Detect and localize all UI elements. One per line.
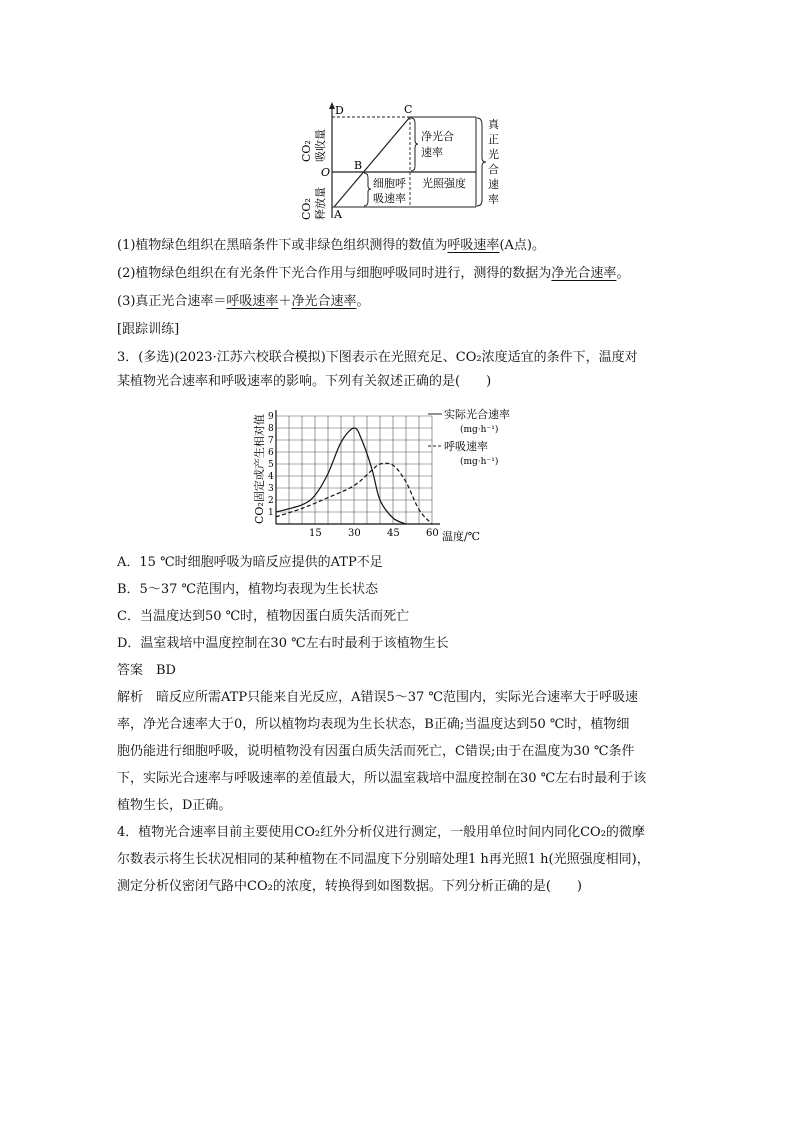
- q3-explanation-line5: 植物生长，D正确。: [117, 798, 232, 813]
- y-tick-label: 2: [268, 496, 274, 506]
- true-rate-2: 正: [488, 133, 499, 146]
- q4-stem-line3: 测定分析仪密闭气路中CO₂的浓度，转换得到如图数据。下列分析正确的是( ): [117, 879, 582, 894]
- y-tick-label: 8: [268, 424, 274, 434]
- note-3: [117, 292, 369, 312]
- x-tick-label: 60: [426, 528, 439, 539]
- resp-rate-line2: 吸速率: [373, 192, 406, 205]
- q4-stem-line1: 4．植物光合速率目前主要使用CO₂红外分析仪进行测定，一般用单位时间内同化CO₂的微摩: [117, 825, 645, 840]
- q4-stem-line2: 尔数表示将生长状况相同的某种植物在不同温度下分别暗处理1 h再光照1 h(光照强度相同)，: [117, 852, 650, 867]
- y-tick-label: 3: [268, 484, 274, 494]
- option-C: C．当温度达到50 ℃时，植物因蛋白质失活而死亡: [117, 609, 410, 624]
- option-B: B．5～37 ℃范围内，植物均表现为生长状态: [117, 582, 379, 597]
- resp-rate-line1: 细胞呼: [373, 177, 406, 190]
- label-A: A: [334, 208, 342, 221]
- true-rate-1: 真: [488, 118, 499, 131]
- label-D: D: [335, 104, 344, 117]
- y-lower-line2: 释放量: [314, 187, 327, 220]
- legend-photosynthesis: 实际光合速率: [444, 408, 510, 421]
- note-3-text: (3)真正光合速率＝: [117, 294, 227, 309]
- y-tick-label: 7: [268, 436, 274, 446]
- label-B: B: [354, 159, 363, 172]
- note-3-plus: ＋: [278, 294, 292, 309]
- label-O: O: [321, 166, 331, 179]
- note-3-tail: 。: [356, 294, 370, 309]
- note-2-answer: 净光合速率: [551, 266, 617, 281]
- net-rate-line1: 净光合: [421, 130, 454, 143]
- x-tick-label: 45: [387, 528, 400, 539]
- y-tick-label: 6: [268, 448, 274, 458]
- legend-photosynthesis-unit: (mg·h⁻¹): [460, 425, 499, 435]
- y-lower-line1: CO₂: [300, 198, 313, 220]
- q3-explanation-line1: 解析 暗反应所需ATP只能来自光反应，A错误5～37 ℃范围内，实际光合速率大于呼吸速: [117, 690, 638, 705]
- q3-stem-line1: 3．(多选)(2023·江苏六校联合模拟)下图表示在光照充足、CO₂浓度适宜的条件下，温度对: [117, 350, 638, 365]
- true-rate-6: 率: [488, 193, 499, 206]
- true-rate-4: 合: [488, 163, 499, 176]
- q3-stem-line2: 某植物光合速率和呼吸速率的影响。下列有关叙述正确的是( ): [117, 374, 492, 389]
- y-upper-line1: CO₂: [300, 140, 313, 162]
- light-response-diagram: [290, 100, 510, 224]
- legend-respiration-unit: (mg·h⁻¹): [460, 457, 499, 467]
- q3-explanation-line4: 下，实际光合速率与呼吸速率的差值最大，所以温室栽培中温度控制在30 ℃左右时最利于该: [117, 771, 647, 786]
- q3-explanation-line3: 胞仍能进行细胞呼吸，说明植物没有因蛋白质失活而死亡，C错误;由于在温度为30 ℃条件: [117, 744, 635, 759]
- note-2-tail: 。: [616, 266, 630, 281]
- section-heading: [跟踪训练]: [117, 322, 180, 337]
- light-intensity-label: 光照强度: [422, 177, 466, 190]
- note-3-answer-1: 呼吸速率: [226, 294, 279, 309]
- note-1: [117, 236, 545, 256]
- note-2: [117, 264, 629, 284]
- x-tick-label: 30: [348, 528, 361, 539]
- y-axis-label: CO₂固定或产生相对值: [253, 414, 266, 524]
- true-rate-5: 速: [488, 178, 499, 191]
- x-tick-label: 15: [309, 528, 322, 539]
- x-axis-label: 温度/℃: [442, 530, 481, 543]
- option-D: D．温室栽培中温度控制在30 ℃左右时最利于该植物生长: [117, 636, 449, 651]
- label-C: C: [404, 103, 413, 116]
- option-A: A．15 ℃时细胞呼吸为暗反应提供的ATP不足: [117, 555, 383, 570]
- note-3-answer-2: 净光合速率: [291, 294, 357, 309]
- y-upper-line2: 吸收量: [314, 129, 327, 162]
- y-tick-label: 1: [268, 508, 274, 518]
- note-1-tail: (A点)。: [499, 238, 545, 253]
- q3-answer: 答案 BD: [117, 663, 176, 678]
- note-1-text: (1)植物绿色组织在黑暗条件下或非绿色组织测得的数值为: [117, 238, 448, 253]
- true-rate-3: 光: [488, 148, 499, 161]
- temperature-rate-chart: [246, 402, 546, 547]
- q3-explanation-line2: 率，净光合速率大于0，所以植物均表现为生长状态，B正确;当温度达到50 ℃时，植物细: [117, 717, 630, 732]
- note-2-text: (2)植物绿色组织在有光条件下光合作用与细胞呼吸同时进行，测得的数据为: [117, 266, 552, 281]
- note-1-answer: 呼吸速率: [447, 238, 500, 253]
- y-tick-label: 9: [268, 412, 274, 422]
- y-tick-label: 5: [268, 460, 274, 470]
- net-rate-line2: 速率: [421, 146, 443, 159]
- legend-respiration: 呼吸速率: [444, 440, 488, 453]
- y-tick-label: 4: [268, 472, 274, 482]
